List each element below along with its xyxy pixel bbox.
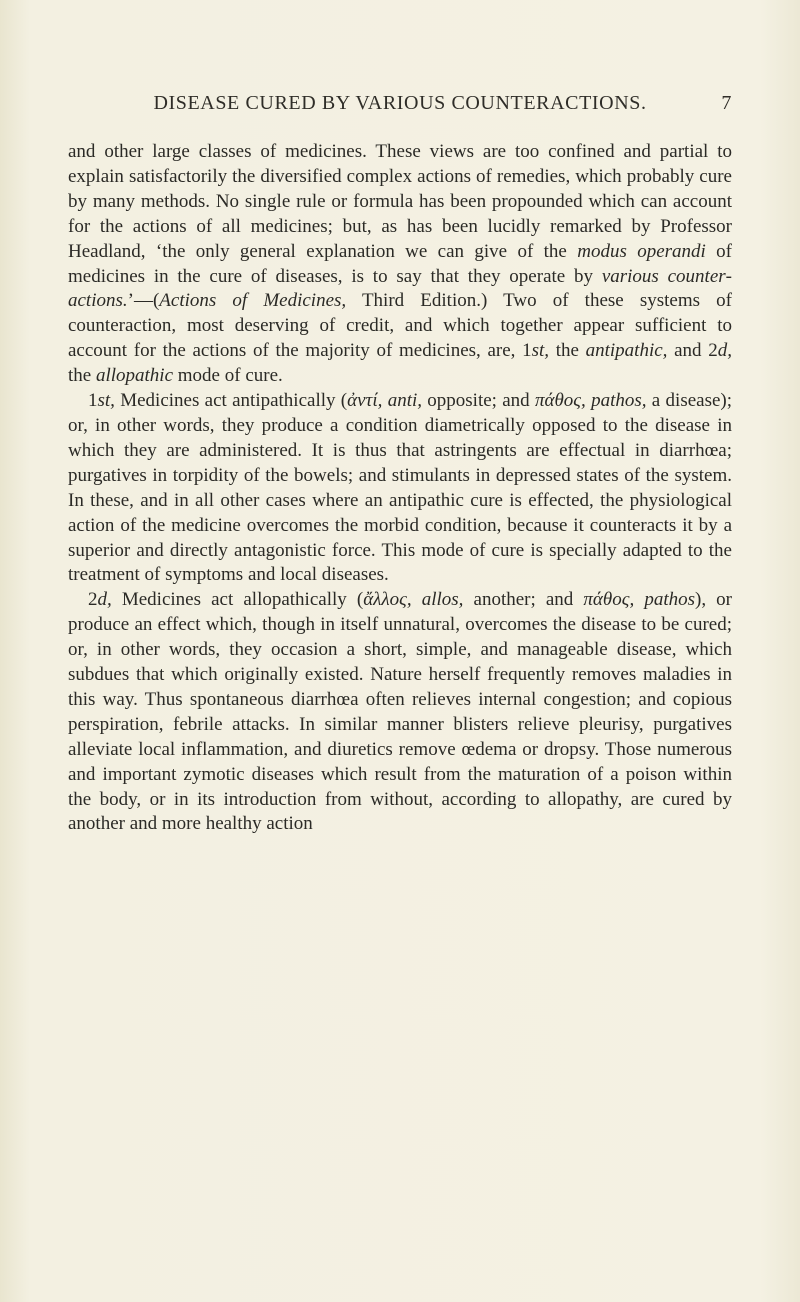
text-run: ), or produce an effect which, though in itself unnatural, overcomes the disease to be cured; or, in other words, they occasion a short, simple, and manageable disease, which subdues that which originally existed. Nature herself frequently removes maladies in this way. Thus spontaneous diarrhœa often relieves internal congestion; and copious perspiration, febrile attacks. In similar manner blisters relieve pleurisy, purgatives alleviate local inflammation, and diuretics remove œdema or dropsy. Those numerous and important zymotic diseases which result from the maturation of a poison within the body, or in its introduction from without, according to allopathy, are cured by another and more healthy action [68, 589, 733, 835]
greek-word: πάθος, [583, 589, 635, 611]
text-run [634, 589, 644, 610]
page-number: 7 [721, 92, 732, 114]
greek-word: πάθος, [534, 390, 586, 412]
italic-term: various counteractions. [68, 265, 732, 312]
greek-word: ἀντί, [347, 390, 383, 412]
text-run: opposite; and [422, 390, 535, 412]
body-text [68, 140, 732, 837]
text-run: of medicines in the cure of diseases, is to say that they operate by [68, 240, 732, 287]
italic-term: pathos [644, 589, 695, 611]
text-run: a disease); or, in other words, they produce a condition diametrically opposed to the disease in which they are administered. It is thus that astringents are effectual in diarrhœa; purgatives in torpidity of the bowels; and stimulants in depressed states of the system. In these, and in all other cases where an antipathic cure is effected, the physiological action of the medicine overcomes the morbid condition, because it counteracts it by a superior and directly antagonistic force. This mode of cure is specially adapted to the treatment of symptoms and local diseases. [68, 390, 733, 586]
italic-term: pathos, [591, 390, 647, 412]
book-title: Actions of Medicines, [159, 290, 347, 312]
text-run: the [549, 340, 586, 362]
italic-term: modus operandi [577, 240, 706, 262]
ordinal-suffix: d, [717, 340, 732, 362]
text-run: Third Edition.) Two of these systems of counteraction, most deserving of credit, and which together appear sufficient to account for the actions of the majority of medicines, are, 1 [68, 290, 732, 362]
text-run: and other large classes of medicines. These views are too confined and partial to explain satisfactorily the diversified complex actions of remedies, which probably cure by many methods. No single rule or formula has been propounded which can account for the actions of all medicines; but, as has been lucidly remarked by Professor Headland, ‘the only general explanation we can give of the [68, 141, 732, 262]
paragraph-2 [68, 389, 732, 588]
text-run: ’—( [127, 290, 160, 312]
text-run: Medicines act allopathically ( [111, 589, 364, 611]
text-run: and 2 [667, 340, 718, 362]
italic-term: antipathic, [585, 340, 668, 362]
italic-term: allos, [421, 589, 464, 611]
running-head [68, 92, 732, 118]
paragraph-1 [68, 140, 732, 389]
text-run [412, 589, 422, 610]
ordinal-suffix: st, [531, 340, 550, 362]
item-number: 2 [88, 589, 98, 611]
ordinal-suffix: d, [97, 589, 112, 611]
text-run: mode of cure. [173, 365, 283, 387]
text-run: the [68, 365, 96, 387]
text-run: another; and [463, 589, 584, 611]
ordinal-suffix: st, [97, 390, 115, 412]
greek-word: ἄλλος, [363, 589, 412, 611]
text-run: Medicines act antipathically ( [114, 390, 348, 412]
italic-term: allopathic [95, 365, 174, 387]
italic-term: anti, [387, 390, 422, 412]
running-head-title: DISEASE CURED BY VARIOUS COUNTERACTIONS. [153, 92, 647, 114]
paragraph-3 [68, 588, 732, 837]
item-number: 1 [88, 390, 98, 412]
